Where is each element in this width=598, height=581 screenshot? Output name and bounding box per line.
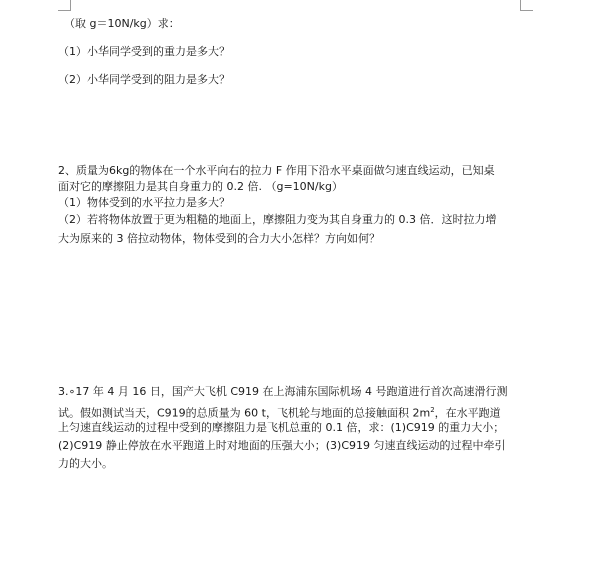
q3-line3: 上匀速直线运动的过程中受到的摩擦阻力是飞机总重的 0.1 倍，求：(1)C919 的重力大小； <box>58 421 505 434</box>
margin-corner-mark-right <box>520 0 533 11</box>
q1-sub1: （1）小华同学受到的重力是多大？ <box>58 45 230 58</box>
margin-corner-mark-left <box>58 0 71 11</box>
q3-line1: 3.∘17 年 4 月 16 日，国产大飞机 C919 在上海浦东国际机场 4 号跑道进行首次高速滑行测 <box>58 385 508 398</box>
q3-line5: 力的大小。 <box>58 457 113 470</box>
q2-line3: （1）物体受到的水平拉力是多大？ <box>58 196 230 209</box>
q1-given: （取 g＝10N/kg）求： <box>64 17 180 30</box>
q3-line2-superscript: 2 <box>430 406 435 414</box>
q2-line4: （2）若将物体放置于更为粗糙的地面上，摩擦阻力变为其自身重力的 0.3 倍．这时拉力增 <box>58 213 497 226</box>
q3-line2 <box>58 403 528 421</box>
q1-sub2: （2）小华同学受到的阻力是多大？ <box>58 73 230 86</box>
q3-line4: (2)C919 静止停放在水平跑道上时对地面的压强大小；(3)C919 匀速直线运动的过程中牵引 <box>58 439 506 452</box>
q3-line2-start: 试。假如测试当天，C919的总质量为 60 t，飞机轮与地面的总接触面积 2m <box>58 406 431 420</box>
q2-line5: 大为原来的 3 倍拉动物体，物体受到的合力大小怎样？方向如何？ <box>58 232 380 245</box>
q2-line2: 面对它的摩擦阻力是其自身重力的 0.2 倍. （g=10N/kg） <box>58 180 343 193</box>
q2-line1: 2、质量为6kg的物体在一个水平向右的拉力 F 作用下沿水平桌面做匀速直线运动，已知桌 <box>58 164 495 177</box>
q3-line2-end: ，在水平跑道 <box>434 406 501 420</box>
